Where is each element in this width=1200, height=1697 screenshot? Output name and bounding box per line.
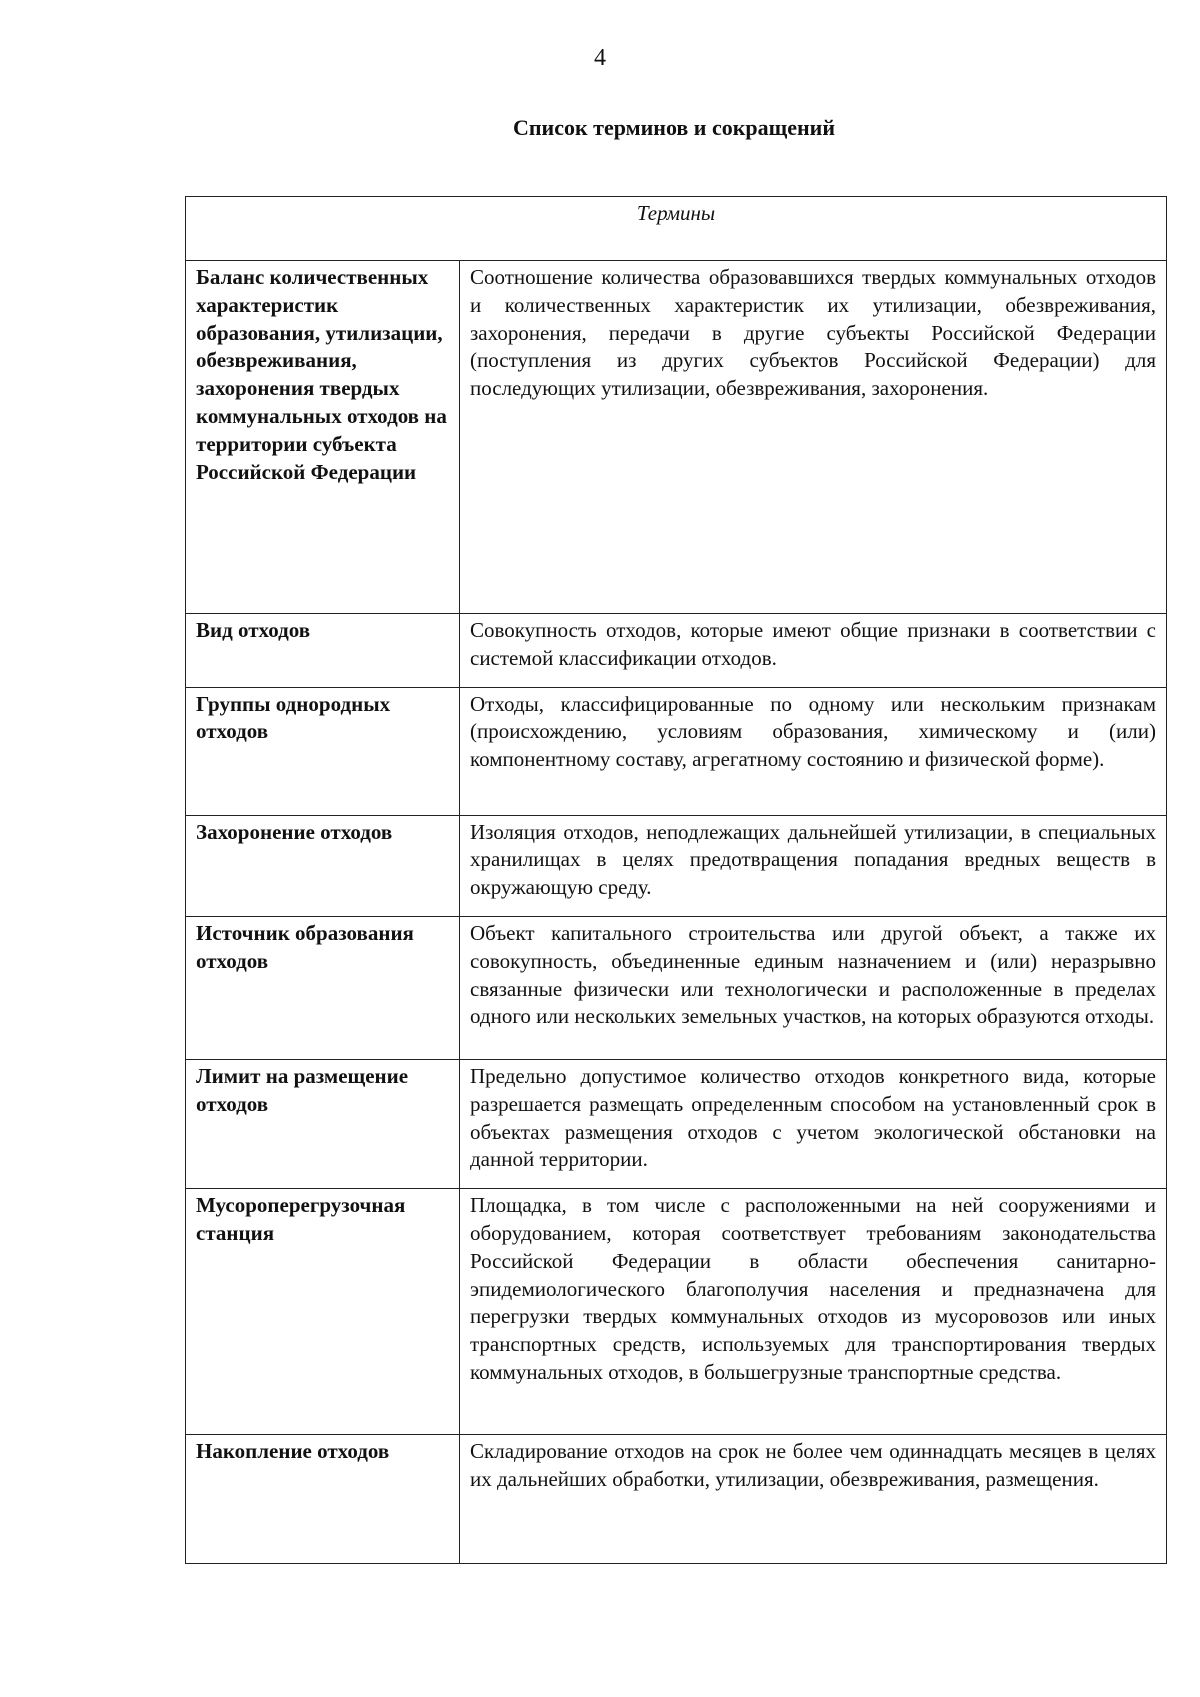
definition-cell: Складирование отходов на срок не более чем одиннадцать месяцев в целях их дальнейших обработки, утилизации, обезвреживания, размещения. bbox=[460, 1435, 1167, 1564]
table-row bbox=[186, 614, 1167, 688]
term-cell: Захоронение отходов bbox=[186, 815, 460, 916]
term-cell: Вид отходов bbox=[186, 614, 460, 688]
section-header: Термины bbox=[186, 197, 1167, 261]
table-row bbox=[186, 916, 1167, 1059]
definition-cell: Предельно допустимое количество отходов конкретного вида, которые разрешается размещать определенным способом на установленный срок в объектах размещения отходов с учетом экологической обстановки на данной территории. bbox=[460, 1059, 1167, 1188]
definition-cell: Площадка, в том числе с расположенными на ней сооружениями и оборудованием, которая соответствует требованиям законодательства Российской Федерации в области обеспечения санитарно-эпидемиологического благополучия населения и предназначена для перегрузки твердых коммунальных отходов из мусоровозов или иных транспортных средств, используемых для транспортирования твердых коммунальных отходов, в большегрузные транспортные средства. bbox=[460, 1189, 1167, 1435]
definition-cell: Изоляция отходов, неподлежащих дальнейшей утилизации, в специальных хранилищах в целях предотвращения попадания вредных веществ в окружающую среду. bbox=[460, 815, 1167, 916]
definition-cell: Объект капитального строительства или другой объект, а также их совокупность, объединенные единым назначением и (или) неразрывно связанные физически или технологически и расположенные в пределах одного или нескольких земельных участков, на которых образуются отходы. bbox=[460, 916, 1167, 1059]
term-cell: Группы однородных отходов bbox=[186, 687, 460, 815]
table-row bbox=[186, 1435, 1167, 1564]
table-row bbox=[186, 687, 1167, 815]
term-cell: Баланс количественных характеристик образования, утилизации, обезвреживания, захоронения твердых коммунальных отходов на территории субъекта Российской Федерации bbox=[186, 261, 460, 614]
definition-cell: Совокупность отходов, которые имеют общие признаки в соответствии с системой классификации отходов. bbox=[460, 614, 1167, 688]
definition-cell: Отходы, классифицированные по одному или нескольким признакам (происхождению, условиям образования, химическому и (или) компонентному составу, агрегатному состоянию и физической форме). bbox=[460, 687, 1167, 815]
terms-table bbox=[185, 196, 1167, 1564]
table-row bbox=[186, 1189, 1167, 1435]
table-row bbox=[186, 261, 1167, 614]
section-header-row bbox=[186, 197, 1167, 261]
page-number: 4 bbox=[594, 45, 606, 71]
term-cell: Лимит на размещение отходов bbox=[186, 1059, 460, 1188]
table-row bbox=[186, 815, 1167, 916]
term-cell: Мусороперегрузочная станция bbox=[186, 1189, 460, 1435]
term-cell: Источник образования отходов bbox=[186, 916, 460, 1059]
page-title: Список терминов и сокращений bbox=[512, 115, 836, 140]
definition-cell: Соотношение количества образовавшихся твердых коммунальных отходов и количественных характеристик их утилизации, обезвреживания, захоронения, передачи в другие субъекты Российской Федерации (поступления из других субъектов Российской Федерации) для последующих утилизации, обезвреживания, захоронения. bbox=[460, 261, 1167, 614]
table-row bbox=[186, 1059, 1167, 1188]
term-cell: Накопление отходов bbox=[186, 1435, 460, 1564]
